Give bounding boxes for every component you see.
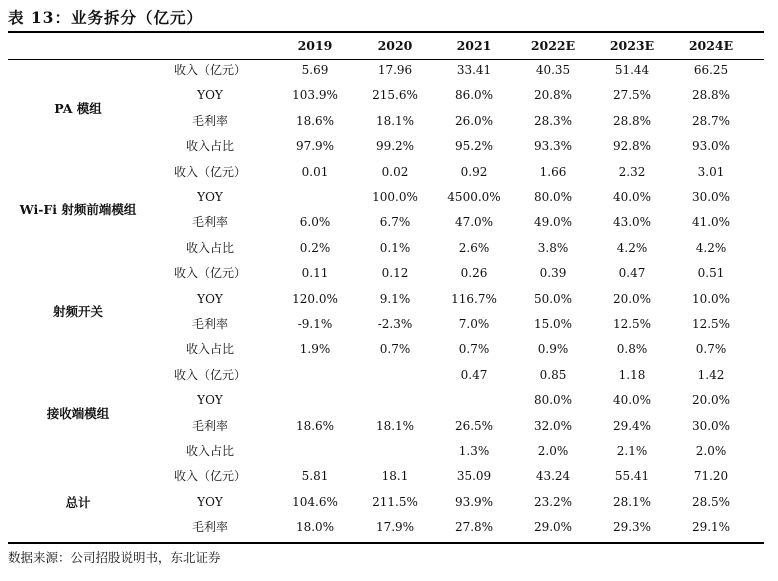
table-cell: 15.0% xyxy=(533,317,573,331)
column-header-2023e: 2023E xyxy=(609,38,655,53)
table-cell: 12.5% xyxy=(691,317,731,331)
table-bottom-rule xyxy=(8,542,764,544)
table-cell: 50.0% xyxy=(533,291,573,306)
table-cell: 104.6% xyxy=(292,494,338,509)
table-cell: 0.7% xyxy=(458,342,490,357)
table-cell: 2.1% xyxy=(616,444,648,458)
table-cell: 2.0% xyxy=(695,444,727,458)
table-row xyxy=(0,464,778,489)
table-cell: 35.09 xyxy=(456,469,492,484)
table-row xyxy=(0,134,778,159)
table-cell: 103.9% xyxy=(292,88,338,103)
table-cell: 7.0% xyxy=(458,317,490,331)
table-cell: 4.2% xyxy=(695,240,727,255)
table-cell: 23.2% xyxy=(533,494,573,509)
table-cell: 80.0% xyxy=(533,190,573,204)
table-cell: 28.7% xyxy=(691,113,731,128)
table-cell: 28.8% xyxy=(612,113,652,128)
row-metric-label: 毛利率 xyxy=(191,317,228,331)
column-header-2021: 2021 xyxy=(456,38,492,53)
row-metric-label: YOY xyxy=(197,190,223,204)
table-cell: 20.8% xyxy=(533,88,573,103)
table-cell: 26.0% xyxy=(454,113,494,128)
table-cell: 49.0% xyxy=(533,215,573,230)
table-cell: 1.18 xyxy=(618,367,646,382)
table-cell: 0.01 xyxy=(301,164,329,179)
group-label: 总计 xyxy=(65,494,91,510)
table-cell: 120.0% xyxy=(292,291,338,306)
table-cell: 211.5% xyxy=(372,494,418,509)
table-cell: 32.0% xyxy=(533,418,573,433)
table-cell: 0.47 xyxy=(618,266,646,281)
table-cell: 27.5% xyxy=(612,88,652,103)
row-metric-label: 毛利率 xyxy=(191,418,228,433)
table-cell: 215.6% xyxy=(372,88,418,103)
table-cell: 18.1% xyxy=(375,418,415,433)
table-row xyxy=(0,363,778,388)
table-cell: 41.0% xyxy=(691,215,731,230)
table-cell: 86.0% xyxy=(454,88,494,103)
table-cell: 93.9% xyxy=(454,494,494,509)
table-cell xyxy=(355,439,435,464)
table-cell: 2.0% xyxy=(537,444,569,458)
row-metric-label: 收入占比 xyxy=(185,139,234,154)
column-header-2022e: 2022E xyxy=(530,38,576,53)
table-row xyxy=(0,58,778,83)
table-row xyxy=(0,439,778,464)
group-label: 接收端模组 xyxy=(46,405,110,421)
table-cell: 12.5% xyxy=(612,317,652,331)
table-cell: 4500.0% xyxy=(447,190,501,204)
table-cell: 27.8% xyxy=(454,520,494,535)
table-cell: 26.5% xyxy=(454,418,494,433)
row-metric-label: 毛利率 xyxy=(191,113,228,128)
row-metric-label: 收入（亿元） xyxy=(173,469,246,484)
table-cell xyxy=(434,388,514,413)
column-header-2019: 2019 xyxy=(297,38,333,53)
table-cell: 40.0% xyxy=(612,190,652,204)
table-title: 表 13：业务拆分（亿元） xyxy=(8,8,203,27)
row-metric-label: 收入（亿元） xyxy=(173,266,246,281)
table-cell: 1.42 xyxy=(697,367,725,382)
table-cell: 95.2% xyxy=(454,139,494,154)
group-label: Wi-Fi 射频前端模组 xyxy=(19,202,137,218)
data-source-note: 数据来源：公司招股说明书，东北证券 xyxy=(8,550,221,565)
table-cell: 43.24 xyxy=(535,469,571,484)
table-cell: 3.01 xyxy=(697,164,725,179)
table-cell: 18.6% xyxy=(295,113,335,128)
table-cell: 0.7% xyxy=(695,342,727,357)
table-cell: 93.3% xyxy=(533,139,573,154)
table-cell: 66.25 xyxy=(693,63,729,77)
table-cell: 20.0% xyxy=(691,393,731,408)
table-cell: 30.0% xyxy=(691,418,731,433)
table-cell: 5.69 xyxy=(301,63,329,77)
row-metric-label: 收入（亿元） xyxy=(173,367,246,382)
table-cell: 0.8% xyxy=(616,342,648,357)
table-cell: 47.0% xyxy=(454,215,494,230)
table-cell: 0.26 xyxy=(460,266,488,281)
table-cell: 80.0% xyxy=(533,393,573,408)
table-cell: 28.1% xyxy=(612,494,652,509)
table-cell: 0.12 xyxy=(381,266,409,281)
row-metric-label: YOY xyxy=(197,393,223,408)
table-cell: 1.3% xyxy=(458,444,490,458)
table-cell: 29.4% xyxy=(612,418,652,433)
table-cell: 0.2% xyxy=(299,240,331,255)
table-cell: 28.8% xyxy=(691,88,731,103)
table-cell: 18.1% xyxy=(375,113,415,128)
table-cell: 0.92 xyxy=(460,164,488,179)
column-header-2020: 2020 xyxy=(377,38,413,53)
table-cell: 33.41 xyxy=(456,63,492,77)
table-cell: 4.2% xyxy=(616,240,648,255)
table-row xyxy=(0,337,778,362)
row-metric-label: 毛利率 xyxy=(191,520,228,535)
table-cell: 0.7% xyxy=(379,342,411,357)
table-cell: 2.32 xyxy=(618,164,646,179)
table-cell: 1.9% xyxy=(299,342,331,357)
table-cell: 17.96 xyxy=(377,63,413,77)
table-cell xyxy=(275,439,355,464)
table-cell: 97.9% xyxy=(295,139,335,154)
table-cell: 0.02 xyxy=(381,164,409,179)
table-cell: 99.2% xyxy=(375,139,415,154)
table-cell: 29.1% xyxy=(691,520,731,535)
table-cell: 51.44 xyxy=(614,63,650,77)
table-cell xyxy=(355,388,435,413)
table-cell: 29.0% xyxy=(533,520,573,535)
table-cell xyxy=(275,388,355,413)
table-cell xyxy=(275,185,355,210)
table-cell: 1.66 xyxy=(539,164,567,179)
table-cell: 43.0% xyxy=(612,215,652,230)
row-metric-label: YOY xyxy=(197,291,223,306)
row-metric-label: YOY xyxy=(197,494,223,509)
table-cell: 0.51 xyxy=(697,266,725,281)
table-cell: 0.1% xyxy=(379,240,411,255)
table-cell: 30.0% xyxy=(691,190,731,204)
table-cell: 116.7% xyxy=(451,291,497,306)
table-cell: 0.9% xyxy=(537,342,569,357)
column-header-2024e: 2024E xyxy=(688,38,734,53)
table-cell: 5.81 xyxy=(301,469,329,484)
row-metric-label: 收入占比 xyxy=(185,444,234,458)
table-cell: 40.0% xyxy=(612,393,652,408)
row-metric-label: 收入（亿元） xyxy=(173,63,246,77)
table-cell: 17.9% xyxy=(375,520,415,535)
table-cell: 0.39 xyxy=(539,266,567,281)
table-cell: 0.85 xyxy=(539,367,567,382)
row-metric-label: 收入（亿元） xyxy=(173,164,246,179)
table-cell: 28.5% xyxy=(691,494,731,509)
table-row xyxy=(0,160,778,185)
table-cell: 0.47 xyxy=(460,367,488,382)
row-metric-label: 毛利率 xyxy=(191,215,228,230)
table-cell: 29.3% xyxy=(612,520,652,535)
table-cell: 40.35 xyxy=(535,63,571,77)
table-cell: 92.8% xyxy=(612,139,652,154)
table-cell: 6.0% xyxy=(299,215,331,230)
table-cell: 28.3% xyxy=(533,113,573,128)
table-cell xyxy=(275,363,355,388)
table-cell: 2.6% xyxy=(458,240,490,255)
table-row xyxy=(0,236,778,261)
group-label: 射频开关 xyxy=(52,304,103,319)
table-row xyxy=(0,515,778,540)
row-metric-label: 收入占比 xyxy=(185,240,234,255)
row-metric-label: YOY xyxy=(197,88,223,103)
table-cell: 18.0% xyxy=(295,520,335,535)
table-cell: 93.0% xyxy=(691,139,731,154)
table-cell: 9.1% xyxy=(379,291,411,306)
table-cell: 20.0% xyxy=(612,291,652,306)
table-cell: 6.7% xyxy=(379,215,411,230)
table-cell: 3.8% xyxy=(537,240,569,255)
table-cell: 100.0% xyxy=(372,190,418,204)
table-cell: -2.3% xyxy=(377,317,413,331)
table-cell: 18.1 xyxy=(381,469,409,484)
row-metric-label: 收入占比 xyxy=(185,342,234,357)
group-label: PA 模组 xyxy=(54,100,102,116)
table-row xyxy=(0,261,778,286)
table-cell: 10.0% xyxy=(691,291,731,306)
table-cell: -9.1% xyxy=(297,317,333,331)
table-cell: 55.41 xyxy=(614,469,650,484)
table-cell: 18.6% xyxy=(295,418,335,433)
table-cell xyxy=(355,363,435,388)
table-cell: 0.11 xyxy=(301,266,329,281)
table-cell: 71.20 xyxy=(693,469,729,484)
